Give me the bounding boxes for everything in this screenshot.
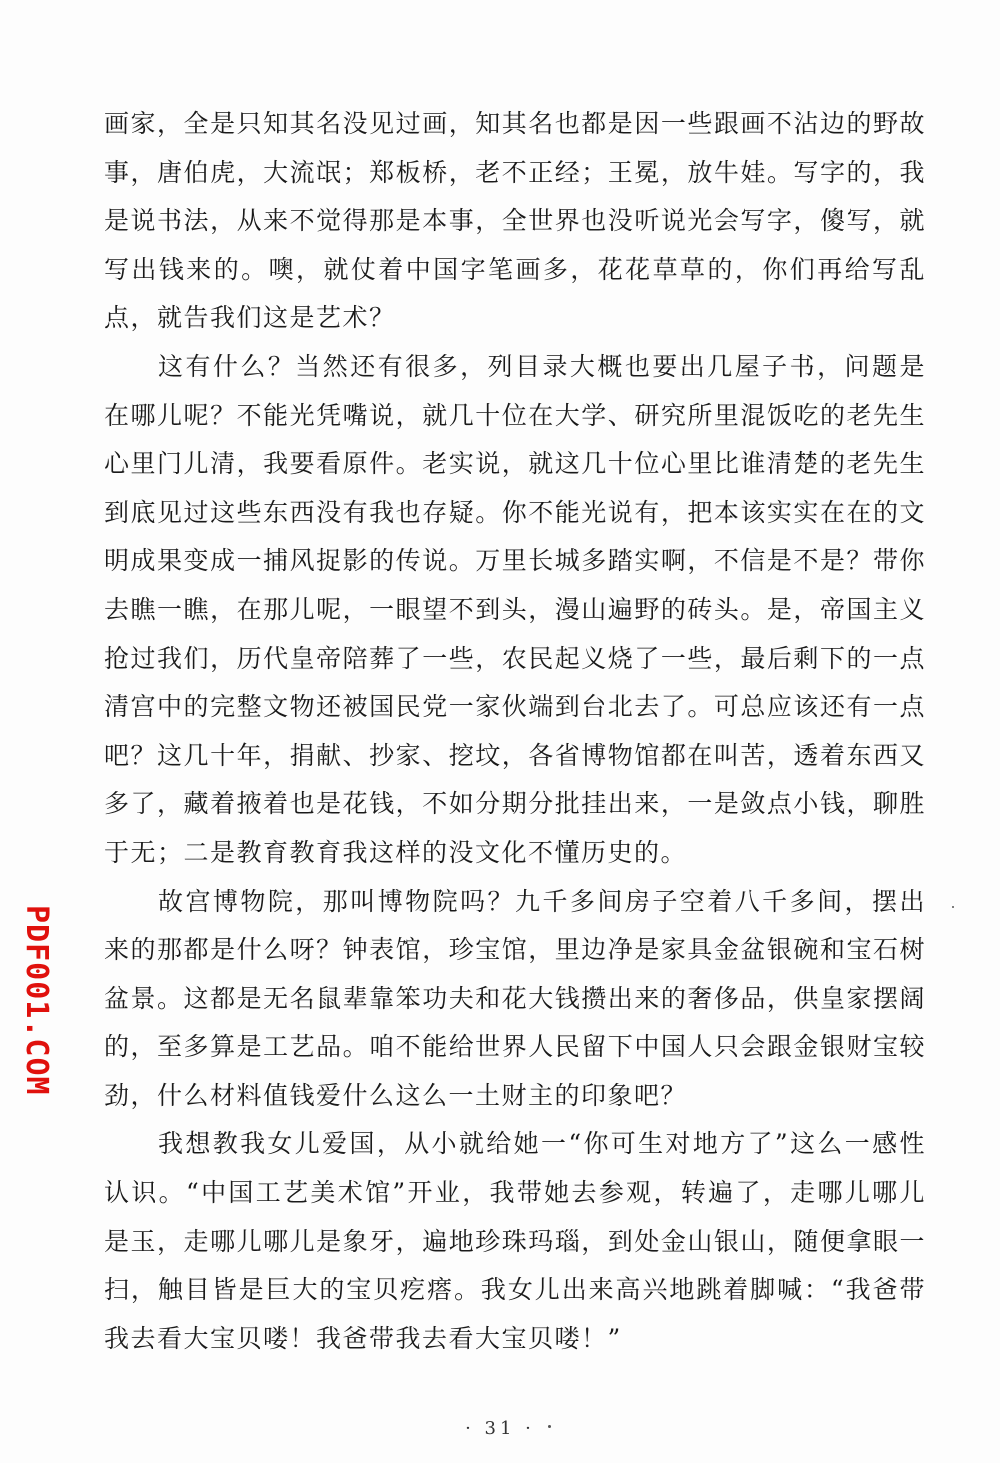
paragraph-3: 故宫博物院，那叫博物院吗？九千多间房子空着八千多间，摆出来的那都是什么呀？钟表馆，珍宝馆，里边净是家具金盆银碗和宝石树盆景。这都是无名鼠辈靠笨功夫和花大钱攒出来的奢侈品，供皇家摆阔的，至多算是工艺品。咱不能给世界人民留下中国人只会跟金银财宝较劲，什么材料值钱爱什么这么一土财主的印象吧？ (104, 886, 926, 1110)
paragraph-1: 画家，全是只知其名没见过画，知其名也都是因一些跟画不沾边的野故事，唐伯虎，大流氓；郑板桥，老不正经；王冕，放牛娃。写字的，我是说书法，从来不觉得那是本事，全世界也没听说光会写字，傻写，就写出钱来的。噢，就仗着中国字笔画多，花花草草的，你们再给写乱点，就告我们这是艺术？ (104, 109, 926, 333)
page-number: · 31 · (465, 1418, 535, 1439)
scan-speck (548, 1425, 551, 1428)
paragraph-2: 这有什么？当然还有很多，列目录大概也要出几屋子书，问题是在哪儿呢？不能光凭嘴说，就几十位在大学、研究所里混饭吃的老先生心里门儿清，我要看原件。老实说，就这几十位心里比谁清楚的老先生到底见过这些东西没有我也存疑。你不能光说有，把本该实实在在的文明成果变成一捕风捉影的传说。万里长城多踏实啊，不信是不是？带你去瞧一瞧，在那儿呢，一眼望不到头，漫山遍野的砖头。是，帝国主义抢过我们，历代皇帝陪葬了一些，农民起义烧了一些，最后剩下的一点清宫中的完整文物还被国民党一家伙端到台北去了。可总应该还有一点吧？这几十年，捐献、抄家、挖坟，各省博物馆都在叫苦，透着东西又多了，藏着掖着也是花钱，不如分期分批挂出来，一是敛点小钱，聊胜于无；二是教育教育我这样的没文化不懂历史的。 (104, 351, 926, 867)
scan-speck (952, 906, 954, 908)
paragraph-4: 我想教我女儿爱国，从小就给她一“你可生对地方了”这么一感性认识。“中国工艺美术馆”开业，我带她去参观，转遍了，走哪儿哪儿是玉，走哪儿哪儿是象牙，遍地珍珠玛瑙，到处金山银山，随便拿眼一扫，触目皆是巨大的宝贝疙瘩。我女儿出来高兴地跳着脚喊：“我爸带我去看大宝贝喽！我爸带我去看大宝贝喽！” (104, 1129, 926, 1353)
body-text (104, 100, 926, 1363)
site-watermark: PDF001.COM (19, 905, 54, 1096)
